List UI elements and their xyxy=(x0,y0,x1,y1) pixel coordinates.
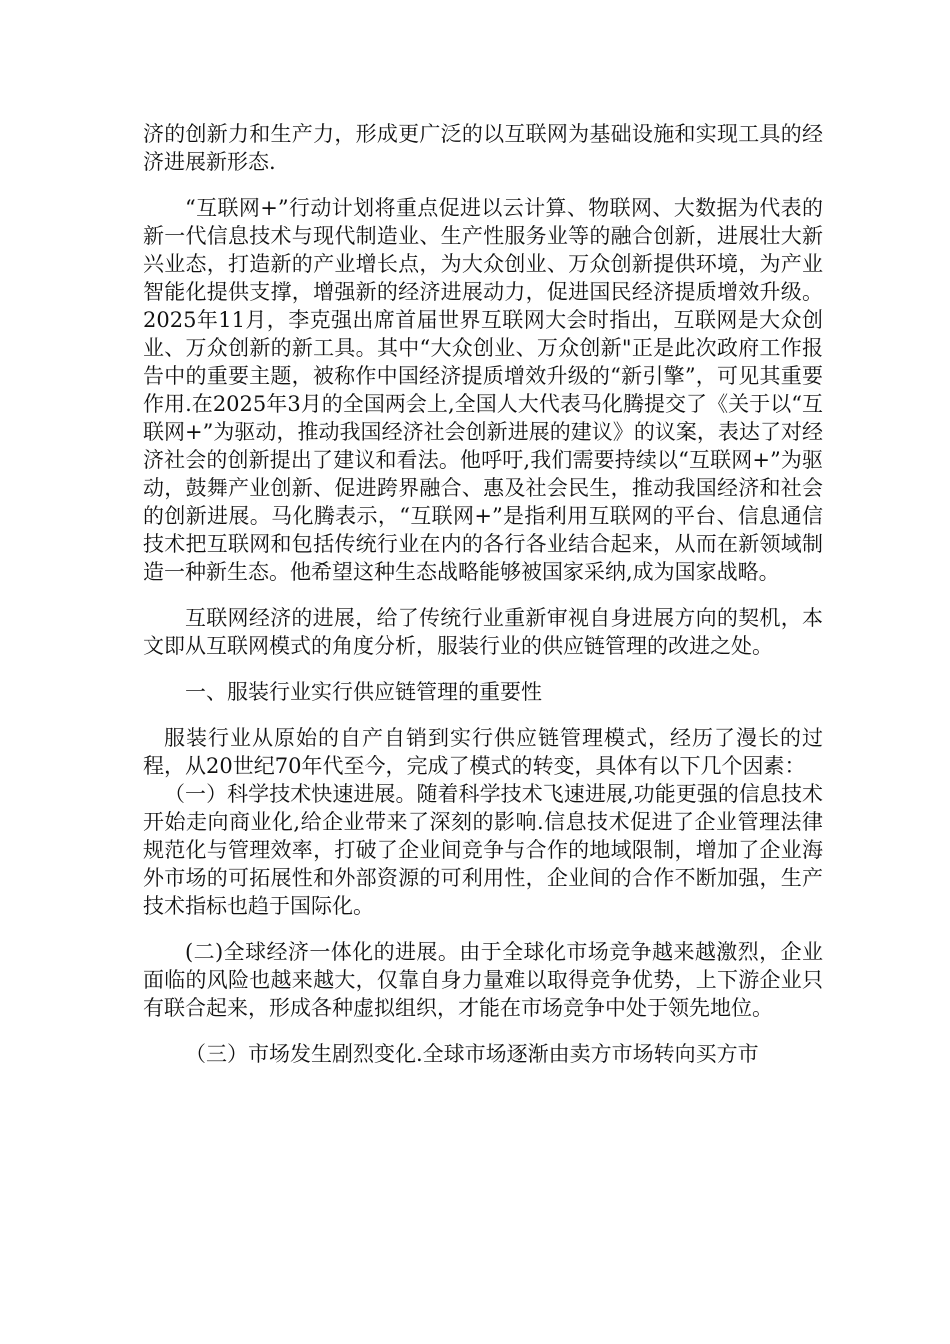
section-heading: 一、服装行业实行供应链管理的重要性 xyxy=(185,680,542,704)
paragraph-internet-economy: 互联网经济的进展，给了传统行业重新审视自身进展方向的契机，本文即从互联网模式的角度分析，服装行业的供应链管理的改进之处。 xyxy=(143,606,823,658)
paragraph-factor-2: (二)全球经济一体化的进展。由于全球化市场竞争越来越激烈，企业面临的风险也越来越大，仅靠自身力量难以取得竞争优势，上下游企业只有联合起来，形成各种虚拟组织，才能在市场竞争中处于领先地位。 xyxy=(143,940,823,1020)
paragraph-factors-intro: 服装行业从原始的自产自销到实行供应链管理模式，经历了漫长的过程，从20世纪70年代至今，完成了模式的转变，具体有以下几个因素： xyxy=(143,726,823,778)
paragraph-internet-plus: “互联网+”行动计划将重点促进以云计算、物联网、大数据为代表的新一代信息技术与现代制造业、生产性服务业等的融合创新，进展壮大新兴业态，打造新的产业增长点，为大众创业、万众创新提供环境，为产业智能化提供支撑，增强新的经济进展动力，促进国民经济提质增效升级。2025年11月，李克强出席首届世界互联网大会时指出，互联网是大众创业、万众创新的新工具。其中“大众创业、万众创新"正是此次政府工作报告中的重要主题，被称作中国经济提质增效升级的“新引擎”，可见其重要作用.在2025年3月的全国两会上,全国人大代表马化腾提交了《关于以“互联网+”为驱动，推动我国经济社会创新进展的建议》的议案，表达了对经济社会的创新提出了建议和看法。他呼吁,我们需要持续以“互联网+”为驱动，鼓舞产业创新、促进跨界融合、惠及社会民生，推动我国经济和社会的创新进展。马化腾表示，“互联网+”是指利用互联网的平台、信息通信技术把互联网和包括传统行业在内的各行各业结合起来，从而在新领域制造一种新生态。他希望这种生态战略能够被国家采纳,成为国家战略。 xyxy=(143,196,823,584)
document-body xyxy=(143,120,823,1068)
paragraph-factor-1: （一）科学技术快速进展。随着科学技术飞速进展,功能更强的信息技术开始走向商业化,给企业带来了深刻的影响.信息技术促进了企业管理法律规范化与管理效率，打破了企业间竞争与合作的地域限制，增加了企业海外市场的可拓展性和外部资源的可利用性，企业间的合作不断加强，生产技术指标也趋于国际化。 xyxy=(143,782,823,918)
paragraph-factor-3: （三）市场发生剧烈变化.全球市场逐渐由卖方市场转向买方市 xyxy=(185,1042,759,1066)
paragraph-continuation: 济的创新力和生产力，形成更广泛的以互联网为基础设施和实现工具的经济进展新形态. xyxy=(143,122,823,174)
